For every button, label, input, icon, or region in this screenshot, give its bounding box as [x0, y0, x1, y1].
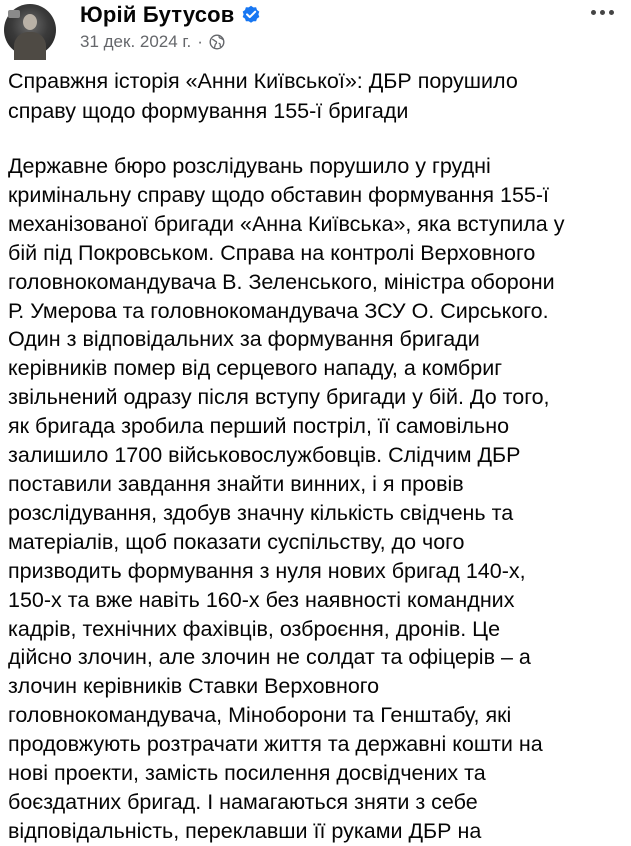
body-line: механізованої бригади «Анна Київська», яка вступила у: [8, 211, 565, 236]
avatar[interactable]: [4, 4, 56, 56]
body-line: Державне бюро розслідувань порушило у грудні: [8, 154, 491, 178]
body-line: Один з відповідальних за формування бригади: [8, 327, 480, 352]
body-line: залишило 1700 військовослужбовців. Слідчим ДБР: [8, 443, 521, 468]
body-line: 150-х та вже навіть 160-х без наявності командних: [8, 587, 515, 612]
body-line: злочин керівників Ставки Верховного: [8, 674, 380, 699]
body-line: як бригада зробила перший постріл, її самовільно: [8, 414, 510, 439]
title-line: Справжня історія «Анни Київської»: ДБР порушило: [8, 69, 518, 93]
verified-badge-icon: [241, 5, 261, 25]
author-row: [80, 0, 261, 30]
body-line: матеріалів, щоб показати суспільству, до чого: [8, 529, 465, 554]
avatar-head: [23, 14, 37, 30]
title-line: справу щодо формування 155-ї бригади: [8, 99, 409, 123]
body-line: Р. Умерова та головнокомандувача ЗСУ О. Сирського.: [8, 298, 549, 323]
post-meta: [80, 31, 225, 53]
body-line: звільнений одразу після вступу бригади у бій. До того,: [8, 385, 550, 410]
body-line: відповідальність, переклавши її руками ДБР на: [8, 818, 482, 843]
body-line: дійсно злочин, але злочин не солдат та офіцерів – а: [8, 645, 531, 670]
more-dot: [609, 10, 614, 15]
body-line: призводить формування з нуля нових бригад 140-х,: [8, 558, 526, 583]
body-line: розслідування, здобув значну кількість свідчень та: [8, 500, 514, 525]
avatar-sign: [8, 10, 20, 18]
avatar-body: [14, 32, 46, 60]
body-line: боєздатних бригад. І намагаються зняти з себе: [8, 789, 478, 814]
more-options-icon[interactable]: [587, 0, 617, 24]
more-dot: [591, 10, 596, 15]
body-line: поставили завдання знайти винних, і я провів: [8, 471, 464, 496]
globe-icon[interactable]: [209, 34, 225, 50]
more-dot: [600, 10, 605, 15]
body-line: кримінальну справу щодо обставин формування 155-ї: [8, 182, 549, 207]
author-name[interactable]: Юрій Бутусов: [80, 2, 235, 27]
body-line: головнокомандувача, Міноборони та Генштабу, які: [8, 703, 512, 728]
post-body: [8, 152, 626, 846]
post-title: [8, 66, 626, 126]
body-line: бій під Покровськом. Справа на контролі Верховного: [8, 240, 536, 265]
meta-separator: ·: [197, 32, 203, 51]
body-line: керівників помер від серцевого нападу, а комбриг: [8, 356, 503, 381]
body-line: продовжують розтрачати життя та державні кошти на: [8, 732, 543, 757]
body-line: головнокомандувача В. Зеленського, міністра оборони: [8, 269, 555, 294]
post-date[interactable]: 31 дек. 2024 г.: [80, 32, 192, 51]
body-line: кадрів, технічних фахівців, озброєння, дронів. Це: [8, 616, 501, 641]
body-line: нові проекти, замість посилення досвідчених та: [8, 761, 486, 786]
